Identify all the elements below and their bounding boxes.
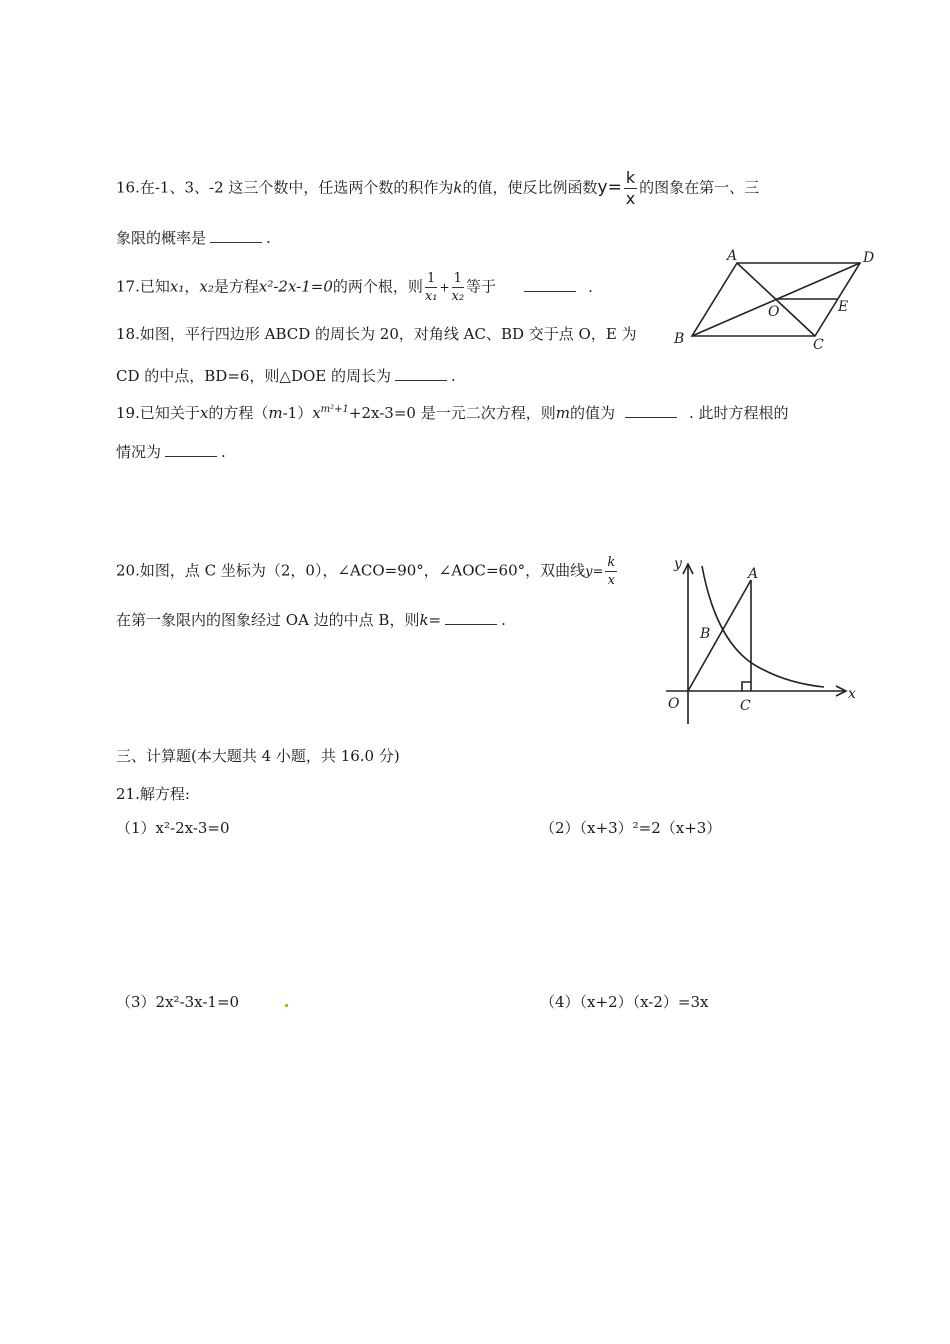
label-d: D	[863, 250, 875, 266]
q16-text-d: 象限的概率是	[116, 229, 207, 247]
q17-x2: x₂	[199, 277, 214, 296]
q16-line2	[116, 228, 271, 248]
q16-frac-den: x	[625, 189, 636, 208]
q17-fraction-1	[425, 272, 438, 303]
label-y: y	[674, 556, 682, 572]
q17-text-c: 的两个根，则	[332, 277, 423, 296]
q19-end: .	[221, 443, 226, 461]
q21-p3-text: （3）2x²-3x-1=0	[116, 993, 240, 1011]
q19-m: m	[268, 404, 283, 422]
label-a: A	[727, 248, 738, 264]
q20-end: .	[501, 611, 506, 629]
q19-line1	[116, 400, 789, 423]
q20-k: k=	[419, 611, 442, 629]
hyperbola-curve	[702, 566, 824, 687]
q16-frac-num: k	[625, 168, 636, 187]
label-b: B	[700, 626, 711, 642]
q17-text-d: 等于	[466, 277, 497, 296]
q21-title	[116, 784, 190, 804]
q17-sep: ，	[184, 277, 200, 296]
q21-part-2	[540, 818, 721, 838]
q16-answer-blank[interactable]	[210, 230, 262, 243]
q16-text-a: 16.在-1、3、-2 这三个数中，任选两个数的积作为	[116, 178, 454, 197]
q19-exponent: m²+1	[320, 404, 349, 415]
segment-oa	[688, 580, 751, 691]
q20-answer-blank[interactable]	[445, 612, 497, 625]
q21-part-3	[116, 992, 239, 1012]
q16-fraction	[624, 170, 637, 207]
q16-text-c: 的图象在第一、三	[639, 178, 760, 197]
label-x: x	[848, 686, 856, 702]
q19-text-d: +2x-3=0 是一元二次方程，则	[348, 404, 556, 422]
label-e: E	[838, 299, 849, 315]
q20-frac-num: k	[607, 555, 616, 570]
q16-end: .	[266, 229, 271, 247]
q19-answer-blank-1[interactable]	[625, 405, 677, 418]
label-c: C	[813, 337, 824, 352]
parallelogram-figure	[668, 246, 883, 352]
q17-x1: x₁	[169, 277, 185, 296]
q16-k: k	[453, 178, 463, 197]
q18-text-a: 18.如图，平行四边形 ABCD 的周长为 20，对角线 AC、BD 交于点 O，E 为	[116, 325, 637, 343]
q17-answer-blank[interactable]	[524, 279, 576, 292]
section-3-text: 三、计算题(本大题共 4 小题，共 16.0 分)	[116, 747, 400, 765]
q19-x-power: x	[312, 404, 321, 422]
q20-text-b: 在第一象限内的图象经过 OA 边的中点 B，则	[116, 611, 420, 629]
section-3-heading	[116, 746, 400, 766]
q20-y: y=	[585, 564, 604, 580]
q20-line1	[116, 556, 619, 587]
q18-text-b: CD 的中点，BD=6，则△DOE 的周长为	[116, 367, 392, 385]
q17-equation: x²-2x-1=0	[258, 277, 333, 296]
q20-fraction	[605, 556, 617, 587]
q19-text-a: 19.已知关于	[116, 404, 200, 422]
q17-text-b: 是方程	[213, 277, 259, 296]
label-o: O	[768, 304, 780, 320]
q19-answer-blank-2[interactable]	[165, 444, 217, 457]
q17-f1-den: x₁	[424, 289, 438, 304]
q19-text-b: 的方程（	[208, 404, 269, 422]
q17-fraction-2	[452, 272, 465, 303]
q19-text-e: 的值为	[569, 404, 615, 422]
q17-line	[116, 272, 593, 303]
q16-line1	[116, 170, 759, 207]
q18-line2	[116, 366, 456, 386]
label-o: O	[668, 696, 680, 712]
q21-p1-text: （1）x²-2x-3=0	[116, 819, 230, 837]
q17-f1-num: 1	[427, 271, 436, 286]
q17-plus: +	[439, 280, 450, 295]
right-angle-mark	[742, 682, 751, 691]
q20-frac-den: x	[607, 573, 615, 588]
q20-line2	[116, 610, 506, 630]
q17-f2-num: 1	[453, 271, 462, 286]
q19-x: x	[199, 404, 209, 422]
q19-line2	[116, 442, 226, 462]
q19-text-g: 情况为	[116, 443, 162, 461]
q21-p2-text: （2）（x+3）²=2（x+3）	[540, 819, 722, 837]
q17-text-a: 17.已知	[116, 277, 170, 296]
q21-p4-text: （4）（x+2）（x-2）=3x	[540, 993, 709, 1011]
q17-f2-den: x₂	[451, 289, 465, 304]
q21-part-1	[116, 818, 230, 838]
q21-part-4	[540, 992, 709, 1012]
q21-title-text: 21.解方程:	[116, 785, 190, 803]
q18-end: .	[451, 367, 456, 385]
label-a: A	[748, 566, 759, 582]
q19-m-2: m	[555, 404, 570, 422]
q19-text-c: -1）	[282, 404, 313, 422]
label-b: B	[674, 331, 685, 347]
q17-end: .	[588, 277, 593, 296]
q20-text-a: 20.如图，点 C 坐标为（2，0），∠ACO=90°，∠AOC=60°，双曲线	[116, 561, 586, 580]
hyperbola-figure	[664, 550, 864, 726]
q16-func-y: y=	[597, 177, 622, 198]
stray-mark	[285, 1004, 288, 1007]
label-c: C	[740, 698, 751, 714]
q18-answer-blank[interactable]	[395, 368, 447, 381]
q16-text-b: 的值，使反比例函数	[462, 178, 598, 197]
q19-text-f: . 此时方程根的	[688, 404, 789, 422]
q18-line1	[116, 324, 637, 344]
